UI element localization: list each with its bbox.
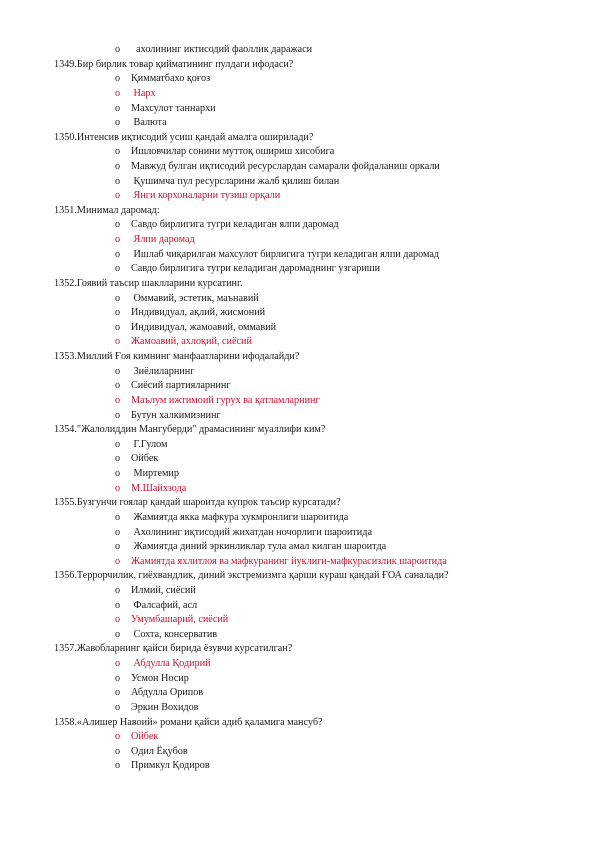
bullet-marker: o bbox=[115, 292, 121, 304]
answer-option bbox=[115, 262, 380, 276]
bullet-marker: o bbox=[115, 117, 121, 129]
bullet-marker: o bbox=[115, 146, 121, 158]
bullet-marker: o bbox=[115, 380, 121, 392]
question-text: 1352.Гоявий таъсир шаклларини курсатинг. bbox=[54, 277, 243, 289]
bullet-marker: o bbox=[115, 438, 121, 450]
bullet-marker: o bbox=[115, 731, 121, 743]
answer-option-correct bbox=[115, 482, 186, 496]
bullet-marker: o bbox=[115, 102, 121, 114]
answer-option-correct bbox=[115, 613, 228, 627]
answer-option-text: Бутун халкимизнинг bbox=[131, 409, 221, 421]
bullet-marker: o bbox=[115, 336, 121, 348]
answer-option bbox=[115, 759, 210, 773]
answer-option bbox=[115, 72, 210, 86]
answer-option bbox=[115, 409, 221, 423]
bullet-marker: o bbox=[115, 161, 121, 172]
answer-option-text: Эркин Вохидов bbox=[131, 701, 199, 713]
answer-option-text: Мавжуд булган иқтисодий ресурслардан самарали фойдаланиш оркали bbox=[131, 161, 440, 172]
answer-option-text: Абдулла Орипов bbox=[131, 687, 204, 699]
answer-option bbox=[115, 175, 339, 189]
answer-option-text: Зиёлиларнинг bbox=[131, 365, 195, 377]
answer-option-text: Валюта bbox=[131, 117, 167, 129]
answer-option bbox=[115, 584, 196, 598]
answer-option bbox=[115, 306, 265, 320]
answer-option-text: Жамиятда яхлитлоя ва мафкуранинг йуклиги-мафкурасизлик шароитида bbox=[131, 555, 447, 567]
answer-option bbox=[115, 540, 386, 554]
answer-option bbox=[115, 321, 276, 335]
answer-option bbox=[115, 701, 199, 715]
answer-option-correct bbox=[115, 87, 156, 101]
question-text: 1350.Интенсив иқтисодий усиш қандай амалга оширилади? bbox=[54, 131, 314, 143]
answer-option bbox=[115, 526, 372, 540]
answer-option-text: Индивидуал, жамоавий, оммавий bbox=[131, 321, 277, 333]
answer-option-text: Индивидуал, ақлий, жисмоний bbox=[131, 307, 266, 319]
bullet-marker: o bbox=[115, 219, 121, 231]
answer-option-text: Примкул Қодиров bbox=[131, 760, 210, 772]
bullet-marker: o bbox=[115, 614, 121, 626]
question-text: 1356.Террорчилик, гиёхвандлик, диний экстремизмга қарши кураш қандай ҒОА саналади? bbox=[54, 570, 449, 582]
answer-option-correct bbox=[115, 730, 158, 744]
bullet-marker: o bbox=[115, 555, 121, 567]
question-text: 1358.«Алишер Навоий» романи қайси адиб қаламига мансуб? bbox=[54, 716, 323, 728]
answer-option-text: Жамиятда якка мафкура хукмронлиги шароитида bbox=[131, 511, 349, 523]
question-text: 1349.Бир бирлик товар қийматининг пулдаги ифодаси? bbox=[54, 58, 294, 70]
answer-option-text: Қушимча пул ресурсларини жалб қилиш билан bbox=[131, 175, 340, 187]
answer-option-text: Оммавий, эстетик, маънавий bbox=[131, 292, 259, 304]
answer-option bbox=[115, 379, 231, 393]
answer-option bbox=[115, 599, 197, 613]
bullet-marker: o bbox=[115, 511, 121, 523]
answer-option-correct bbox=[115, 233, 195, 247]
answer-option bbox=[115, 116, 167, 130]
answer-option-text: Маълум ижтимоий гурух ва қатламларнинг bbox=[131, 394, 320, 406]
answer-option bbox=[115, 43, 312, 57]
answer-option bbox=[115, 438, 167, 452]
answer-option-text: Фалсафий, асл bbox=[131, 599, 198, 611]
question-text: 1351.Минимал даромад: bbox=[54, 204, 160, 216]
bullet-marker: o bbox=[115, 672, 121, 684]
answer-option-text: Илмий, сиёсий bbox=[131, 584, 196, 596]
bullet-marker: o bbox=[115, 584, 121, 596]
answer-option-text: Сохта, консерватив bbox=[131, 628, 218, 640]
question-text: 1357.Жавобларнинг қайси бирида ёзувчи курсатилган? bbox=[54, 643, 293, 655]
answer-option bbox=[115, 248, 439, 262]
bullet-marker: o bbox=[115, 409, 121, 421]
answer-option-text: Ишлаб чиқарилган махсулот бирлигига тугри келадиган ялпи даромад bbox=[131, 248, 440, 260]
answer-option bbox=[115, 467, 179, 481]
answer-option bbox=[115, 145, 334, 159]
answer-option-correct bbox=[115, 335, 252, 349]
bullet-marker: o bbox=[115, 87, 121, 99]
bullet-marker: o bbox=[115, 73, 121, 85]
question-text: 1354."Жалолиддин Мангуберди" драмасининг муаллифи ким? bbox=[54, 424, 326, 436]
answer-option bbox=[115, 160, 440, 174]
bullet-marker: o bbox=[115, 321, 121, 333]
question-text: 1355.Бузгунчи гоялар қандай шароитда купрок таъсир курсатади? bbox=[54, 497, 341, 509]
answer-option-text: Жамоавий, ахлоқий, сиёсий bbox=[131, 336, 252, 348]
answer-option-text: Миртемир bbox=[131, 468, 179, 479]
answer-option-text: Абдулла Қодирий bbox=[131, 658, 211, 669]
answer-option bbox=[115, 218, 339, 232]
bullet-marker: o bbox=[115, 248, 121, 260]
answer-option-text: Ялпи даромад bbox=[131, 234, 195, 246]
answer-option-correct bbox=[115, 657, 211, 671]
bullet-marker: o bbox=[115, 468, 121, 479]
bullet-marker: o bbox=[115, 365, 121, 377]
bullet-marker: o bbox=[115, 701, 121, 713]
bullet-marker: o bbox=[115, 453, 121, 465]
answer-option-text: Г.Гулом bbox=[131, 438, 168, 450]
answer-option bbox=[115, 686, 203, 700]
answer-option bbox=[115, 292, 259, 306]
answer-option bbox=[115, 511, 348, 525]
bullet-marker: o bbox=[115, 482, 121, 494]
answer-option-correct bbox=[115, 555, 447, 569]
bullet-marker: o bbox=[115, 263, 121, 275]
bullet-marker: o bbox=[115, 307, 121, 319]
answer-option-text: Савдо бирлигига тугри келадиган даромаднинг узгариши bbox=[131, 263, 381, 275]
answer-option-text: М.Шайхзода bbox=[131, 482, 187, 494]
question-text: 1353.Миллий Ғоя кимнинг манфаатларини ифодалайди? bbox=[54, 351, 300, 362]
answer-option bbox=[115, 672, 189, 686]
bullet-marker: o bbox=[115, 760, 121, 772]
answer-option-text: Жамиятда диний эркинликлар тула амал килган шароитда bbox=[131, 541, 387, 553]
bullet-marker: o bbox=[115, 745, 121, 757]
answer-option-text: Нарх bbox=[131, 87, 156, 99]
answer-option-text: Ахолининг иқтисодий жихатдан ночорлиги шароитида bbox=[131, 526, 372, 538]
answer-option-text: Ойбек bbox=[131, 453, 159, 465]
answer-option bbox=[115, 745, 188, 759]
bullet-marker: o bbox=[115, 599, 121, 611]
answer-option-text: Ишловчилар сонини муттоқ ошириш хисобига bbox=[131, 146, 335, 158]
answer-option bbox=[115, 628, 217, 642]
answer-option-text: ахолининг иктисодий фаоллик даражаси bbox=[131, 44, 313, 55]
answer-option-text: Қимматбахо қоғоз bbox=[131, 73, 211, 85]
bullet-marker: o bbox=[115, 234, 121, 246]
answer-option bbox=[115, 365, 194, 379]
answer-option-text: Одил Ёқубов bbox=[131, 745, 188, 757]
bullet-marker: o bbox=[115, 541, 121, 553]
bullet-marker: o bbox=[115, 628, 121, 640]
answer-option-text: Сиёсий партияларнинг bbox=[131, 380, 231, 392]
bullet-marker: o bbox=[115, 190, 121, 202]
answer-option-text: Янги корхоналарни тузиш орқали bbox=[131, 190, 281, 202]
answer-option-correct bbox=[115, 189, 280, 203]
bullet-marker: o bbox=[115, 44, 121, 55]
answer-option-text: Махсулот таннархи bbox=[131, 102, 216, 114]
answer-option-text: Ойбек bbox=[131, 731, 159, 743]
answer-option-text: Умумбашарий, сиёсий bbox=[131, 614, 229, 626]
bullet-marker: o bbox=[115, 658, 121, 669]
bullet-marker: o bbox=[115, 175, 121, 187]
answer-option-correct bbox=[115, 394, 320, 408]
bullet-marker: o bbox=[115, 526, 121, 538]
answer-option bbox=[115, 102, 216, 116]
answer-option-text: Усмон Носир bbox=[131, 672, 189, 684]
answer-option bbox=[115, 452, 158, 466]
bullet-marker: o bbox=[115, 394, 121, 406]
answer-option-text: Савдо бирлигига тугри келадиган ялпи даромад bbox=[131, 219, 339, 231]
bullet-marker: o bbox=[115, 687, 121, 699]
